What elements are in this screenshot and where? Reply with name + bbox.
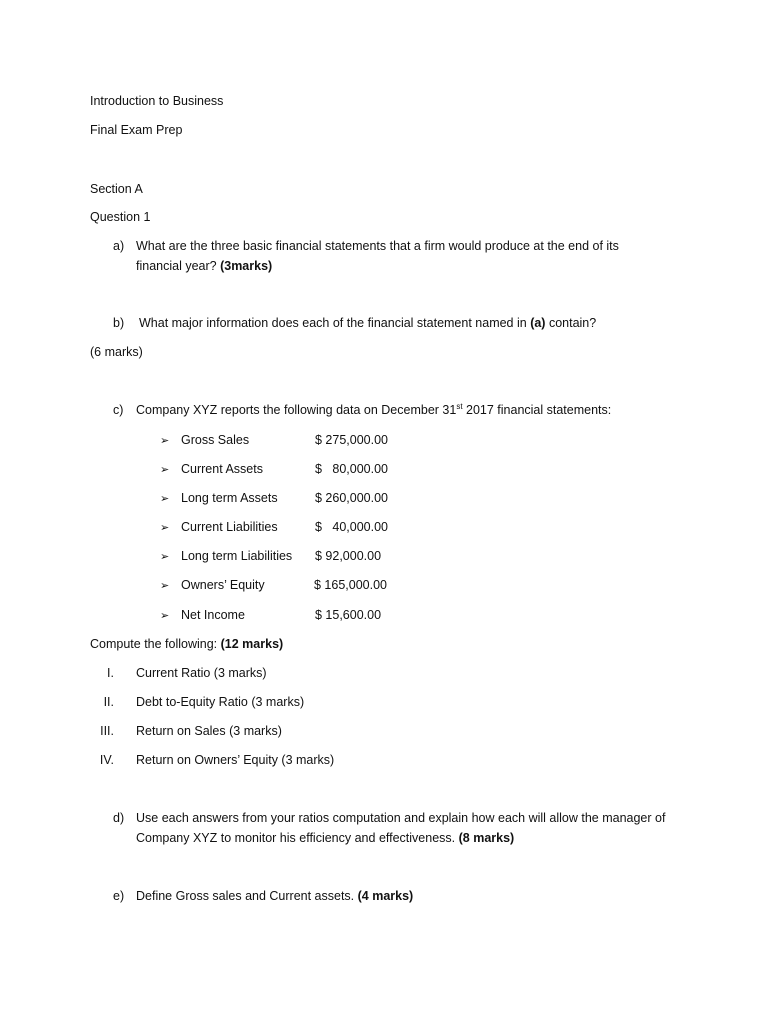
ratio-item: Return on Sales (3 marks) <box>136 724 282 738</box>
list-item <box>160 430 169 451</box>
arrow-bullet-icon: ➢ <box>160 522 170 534</box>
list-item <box>160 459 169 480</box>
qb-text-pre: What major information does each of the financial statement named in <box>139 316 531 330</box>
ratio-item: Debt to-Equity Ratio (3 marks) <box>136 695 305 709</box>
ratio-number: I. <box>107 666 114 680</box>
item-label: Long term Liabilities <box>181 549 293 563</box>
ratio-item: Return on Owners’ Equity (3 marks) <box>136 753 335 767</box>
ratio-number: IV. <box>99 753 114 767</box>
arrow-bullet-icon: ➢ <box>160 551 170 563</box>
arrow-bullet-icon: ➢ <box>160 435 170 447</box>
compute-marks: (12 marks) <box>220 637 284 651</box>
item-value: $ 275,000.00 <box>315 433 388 447</box>
qd-text: Company XYZ to monitor his efficiency and effectiveness. <box>136 831 459 845</box>
qa-marks: (3marks) <box>220 259 273 273</box>
compute-text: Compute the following: <box>90 637 221 651</box>
qc-text-sup: st <box>456 401 463 411</box>
list-item <box>160 575 169 596</box>
qd-label: d) <box>113 811 125 825</box>
arrow-bullet-icon: ➢ <box>160 610 170 622</box>
qd-text-line1: Use each answers from your ratios computation and explain how each will allow the manager of <box>136 811 666 825</box>
ratio-item: Current Ratio (3 marks) <box>136 666 267 680</box>
qe-text: Define Gross sales and Current assets. <box>136 889 358 903</box>
qe-text-line <box>136 886 413 906</box>
qd-text-line2 <box>136 828 514 848</box>
qe-label: e) <box>113 889 125 903</box>
qa-text-line1: What are the three basic financial statements that a firm would produce at the end of its <box>136 239 619 253</box>
section-heading: Section A <box>90 182 143 196</box>
ratio-number: II. <box>103 695 114 709</box>
item-value: $ 15,600.00 <box>315 608 382 622</box>
item-value: $ 80,000.00 <box>315 462 388 476</box>
qc-text-post: 2017 financial statements: <box>462 403 612 417</box>
item-label: Long term Assets <box>181 491 278 505</box>
arrow-bullet-icon: ➢ <box>160 493 170 505</box>
question-heading: Question 1 <box>90 210 151 224</box>
qb-text <box>139 313 596 333</box>
item-label: Net Income <box>181 608 245 622</box>
list-item <box>160 605 169 626</box>
doc-subtitle: Final Exam Prep <box>90 123 183 137</box>
item-value: $ 165,000.00 <box>314 578 387 592</box>
qe-marks: (4 marks) <box>357 889 414 903</box>
item-label: Owners’ Equity <box>181 578 265 592</box>
list-item <box>160 488 169 509</box>
item-label: Gross Sales <box>181 433 250 447</box>
item-label: Current Assets <box>181 462 263 476</box>
qa-text-line2 <box>136 256 272 276</box>
arrow-bullet-icon: ➢ <box>160 464 170 476</box>
qc-text <box>136 400 611 420</box>
list-item <box>160 517 169 538</box>
item-value: $ 92,000.00 <box>315 549 382 563</box>
qc-label: c) <box>113 403 124 417</box>
qc-text-pre: Company XYZ reports the following data on December 31 <box>136 403 457 417</box>
list-item <box>160 546 169 567</box>
qa-text: financial year? <box>136 259 221 273</box>
item-value: $ 40,000.00 <box>315 520 388 534</box>
qb-label: b) <box>113 316 125 330</box>
arrow-bullet-icon: ➢ <box>160 580 170 592</box>
qb-text-ref: (a) <box>530 316 546 330</box>
qd-marks: (8 marks) <box>458 831 515 845</box>
qb-marks: (6 marks) <box>90 345 143 359</box>
item-label: Current Liabilities <box>181 520 278 534</box>
qa-label: a) <box>113 239 125 253</box>
ratio-number: III. <box>100 724 114 738</box>
item-value: $ 260,000.00 <box>315 491 388 505</box>
compute-instruction <box>90 634 283 654</box>
course-title: Introduction to Business <box>90 94 224 108</box>
qb-text-post: contain? <box>545 316 597 330</box>
